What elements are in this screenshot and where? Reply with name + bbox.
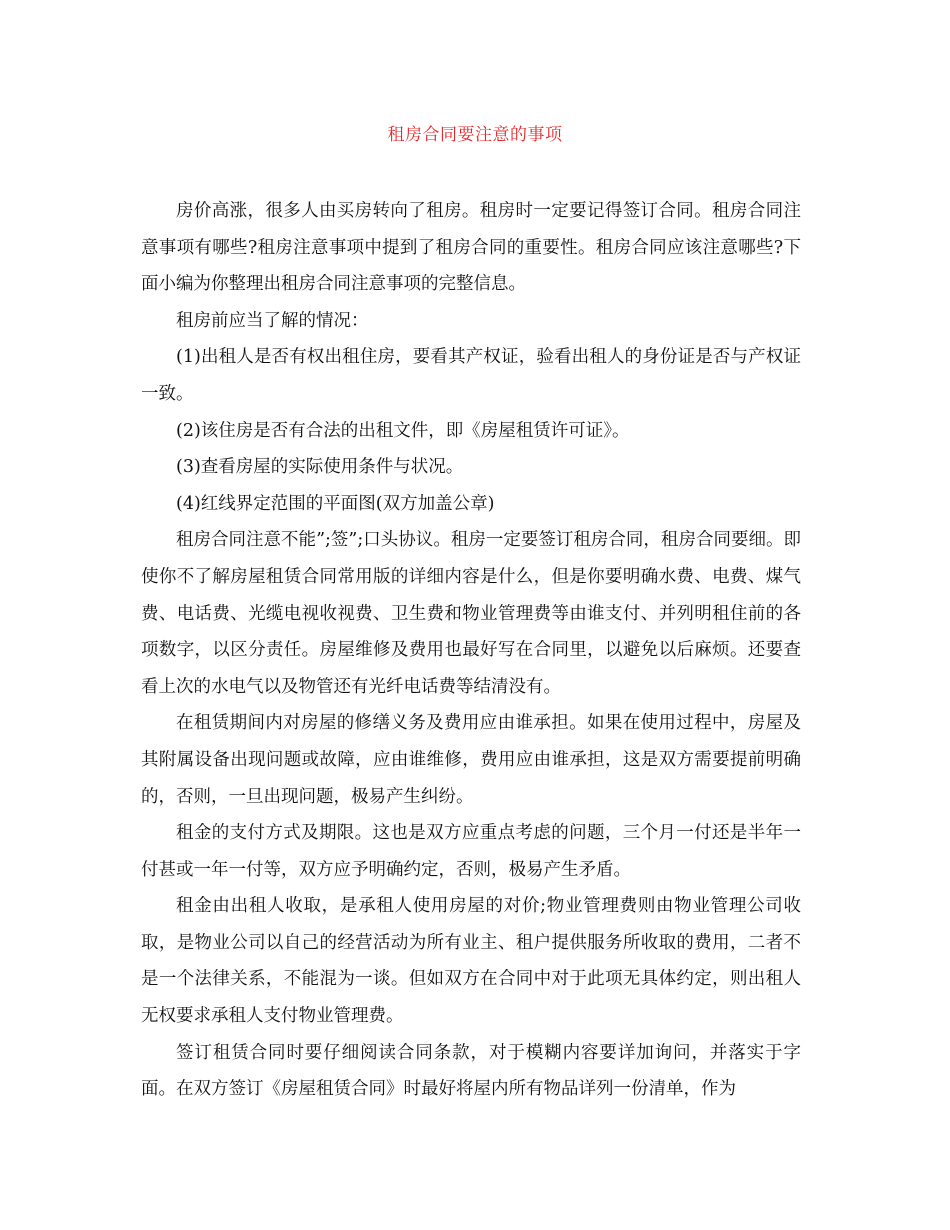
paragraph-no-verbal-agreement: 租房合同注意不能”;签”;口头协议。租房一定要签订租房合同，租房合同要细。即使你不了解房屋租赁合同常用版的详细内容是什么，但是你要明确水费、电费、煤气费、电话费、光缆电视收视费、卫生费和物业管理费等由谁支付、并列明租住前的各项数字，以区分责任。房屋维修及费用也最好写在合同里，以避免以后麻烦。还要查看上次的水电气以及物管还有光纤电话费等结清没有。 — [141, 530, 801, 697]
paragraph-item-1: (1)出租人是否有权出租住房，要看其产权证，验看出租人的身份证是否与产权证一致。 — [141, 347, 801, 404]
paragraph-property-fee: 租金由出租人收取，是承租人使用房屋的对价;物业管理费则由物业管理公司收取，是物业公司以自己的经营活动为所有业主、租户提供服务所收取的费用，二者不是一个法律关系，不能混为一谈。但如双方在合同中对于此项无具体约定，则出租人无权要求承租人支付物业管理费。 — [141, 896, 801, 1027]
document-body — [141, 193, 801, 1108]
paragraph-payment-terms: 租金的支付方式及期限。这也是双方应重点考虑的问题，三个月一付还是半年一付甚或一年一付等，双方应予明确约定，否则，极易产生矛盾。 — [141, 823, 801, 880]
paragraph-intro: 房价高涨，很多人由买房转向了租房。租房时一定要记得签订合同。租房合同注意事项有哪些?租房注意事项中提到了租房合同的重要性。租房合同应该注意哪些?下面小编为你整理出租房合同注意事项的完整信息。 — [141, 201, 801, 295]
paragraph-read-contract: 签订租赁合同时要仔细阅读合同条款，对于模糊内容要详加询问，并落实于字面。在双方签订《房屋租赁合同》时最好将屋内所有物品详列一份清单，作为 — [141, 1042, 801, 1100]
paragraph-item-2: (2)该住房是否有合法的出租文件，即《房屋租赁许可证》。 — [176, 420, 630, 441]
paragraph-repair-responsibility: 在租赁期间内对房屋的修缮义务及费用应由谁承担。如果在使用过程中，房屋及其附属设备出现问题或故障，应由谁维修，费用应由谁承担，这是双方需要提前明确的，否则，一旦出现问题，极易产生纠纷。 — [141, 713, 801, 807]
document-title: 租房合同要注意的事项 — [387, 125, 563, 145]
paragraph-item-3: (3)查看房屋的实际使用条件与状况。 — [176, 457, 464, 478]
paragraph-before-renting-heading: 租房前应当了解的情况： — [176, 310, 369, 331]
paragraph-item-4: (4)红线界定范围的平面图(双方加盖公章) — [176, 493, 495, 514]
